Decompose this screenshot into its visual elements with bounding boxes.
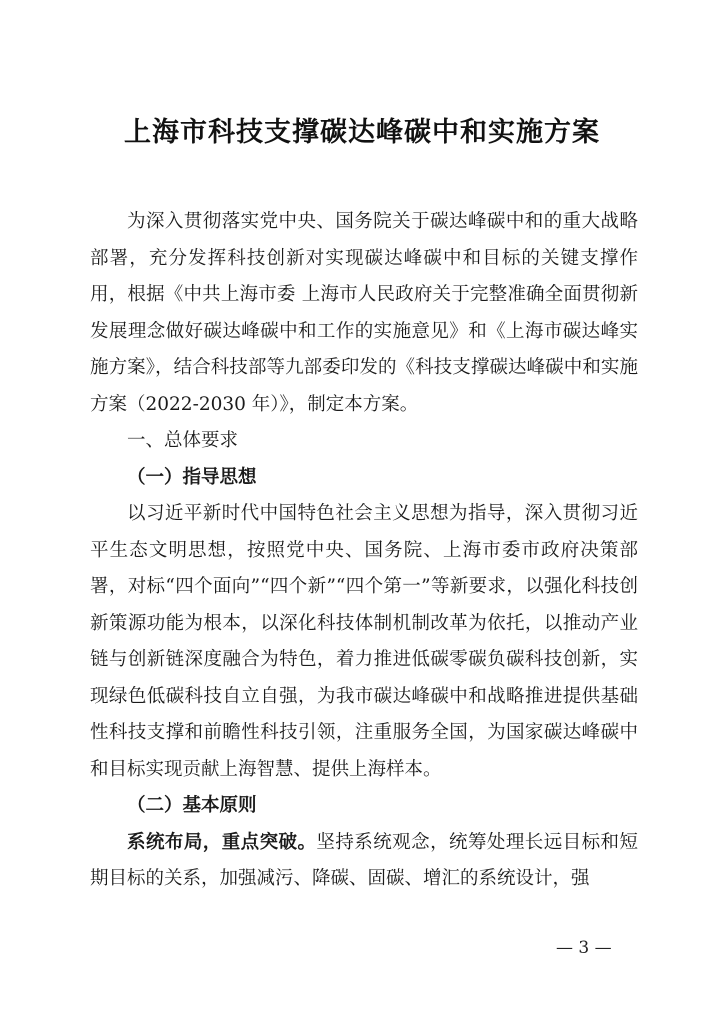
principle-paragraph [90,825,638,898]
subsection-heading-guiding-ideology: （一）指导思想 [127,466,257,488]
principle-lead: 系统布局，重点突破。 [127,831,317,853]
guiding-ideology-paragraph: 以习近平新时代中国特色社会主义思想为指导，深入贯彻习近平生态文明思想，按照党中央、国务院、上海市委市政府决策部署，对标“四个面向”“四个新”“四个第一”等新要求，以强化科技创新策源功能为根本，以深化科技体制机制改革为依托，以推动产业链与创新链深度融合为特色，着力推进低碳零碳负碳科技创新，实现绿色低碳科技自立自强，为我市碳达峰碳中和战略推进提供基础性科技支撑和前瞻性科技引领，注重服务全国，为国家碳达峰碳中和目标实现贡献上海智慧、提供上海样本。 [90,503,638,780]
intro-paragraph: 为深入贯彻落实党中央、国务院关于碳达峰碳中和的重大战略部署，充分发挥科技创新对实现碳达峰碳中和目标的关键支撑作用，根据《中共上海市委 上海市人民政府关于完整准确全面贯彻新发展理念做好碳达峰碳中和工作的实施意见》和《上海市碳达峰实施方案》，结合科技部等九部委印发的《科技支撑碳达峰碳中和实施方案（2022-2030 年）》，制定本方案。 [90,211,638,415]
document-title: 上海市科技支撑碳达峰碳中和实施方案 [124,117,600,148]
principle-text: 坚持系统观念，统筹处理长远目标和短期目标的关系，加强减污、降碳、固碳、增汇的系统设计，强 [90,831,638,889]
document-body [90,204,638,898]
section-heading-general-requirements: 一、总体要求 [127,430,239,451]
page-number: — 3 — [556,938,612,958]
subsection-heading-basic-principles: （二）基本原则 [127,795,257,816]
